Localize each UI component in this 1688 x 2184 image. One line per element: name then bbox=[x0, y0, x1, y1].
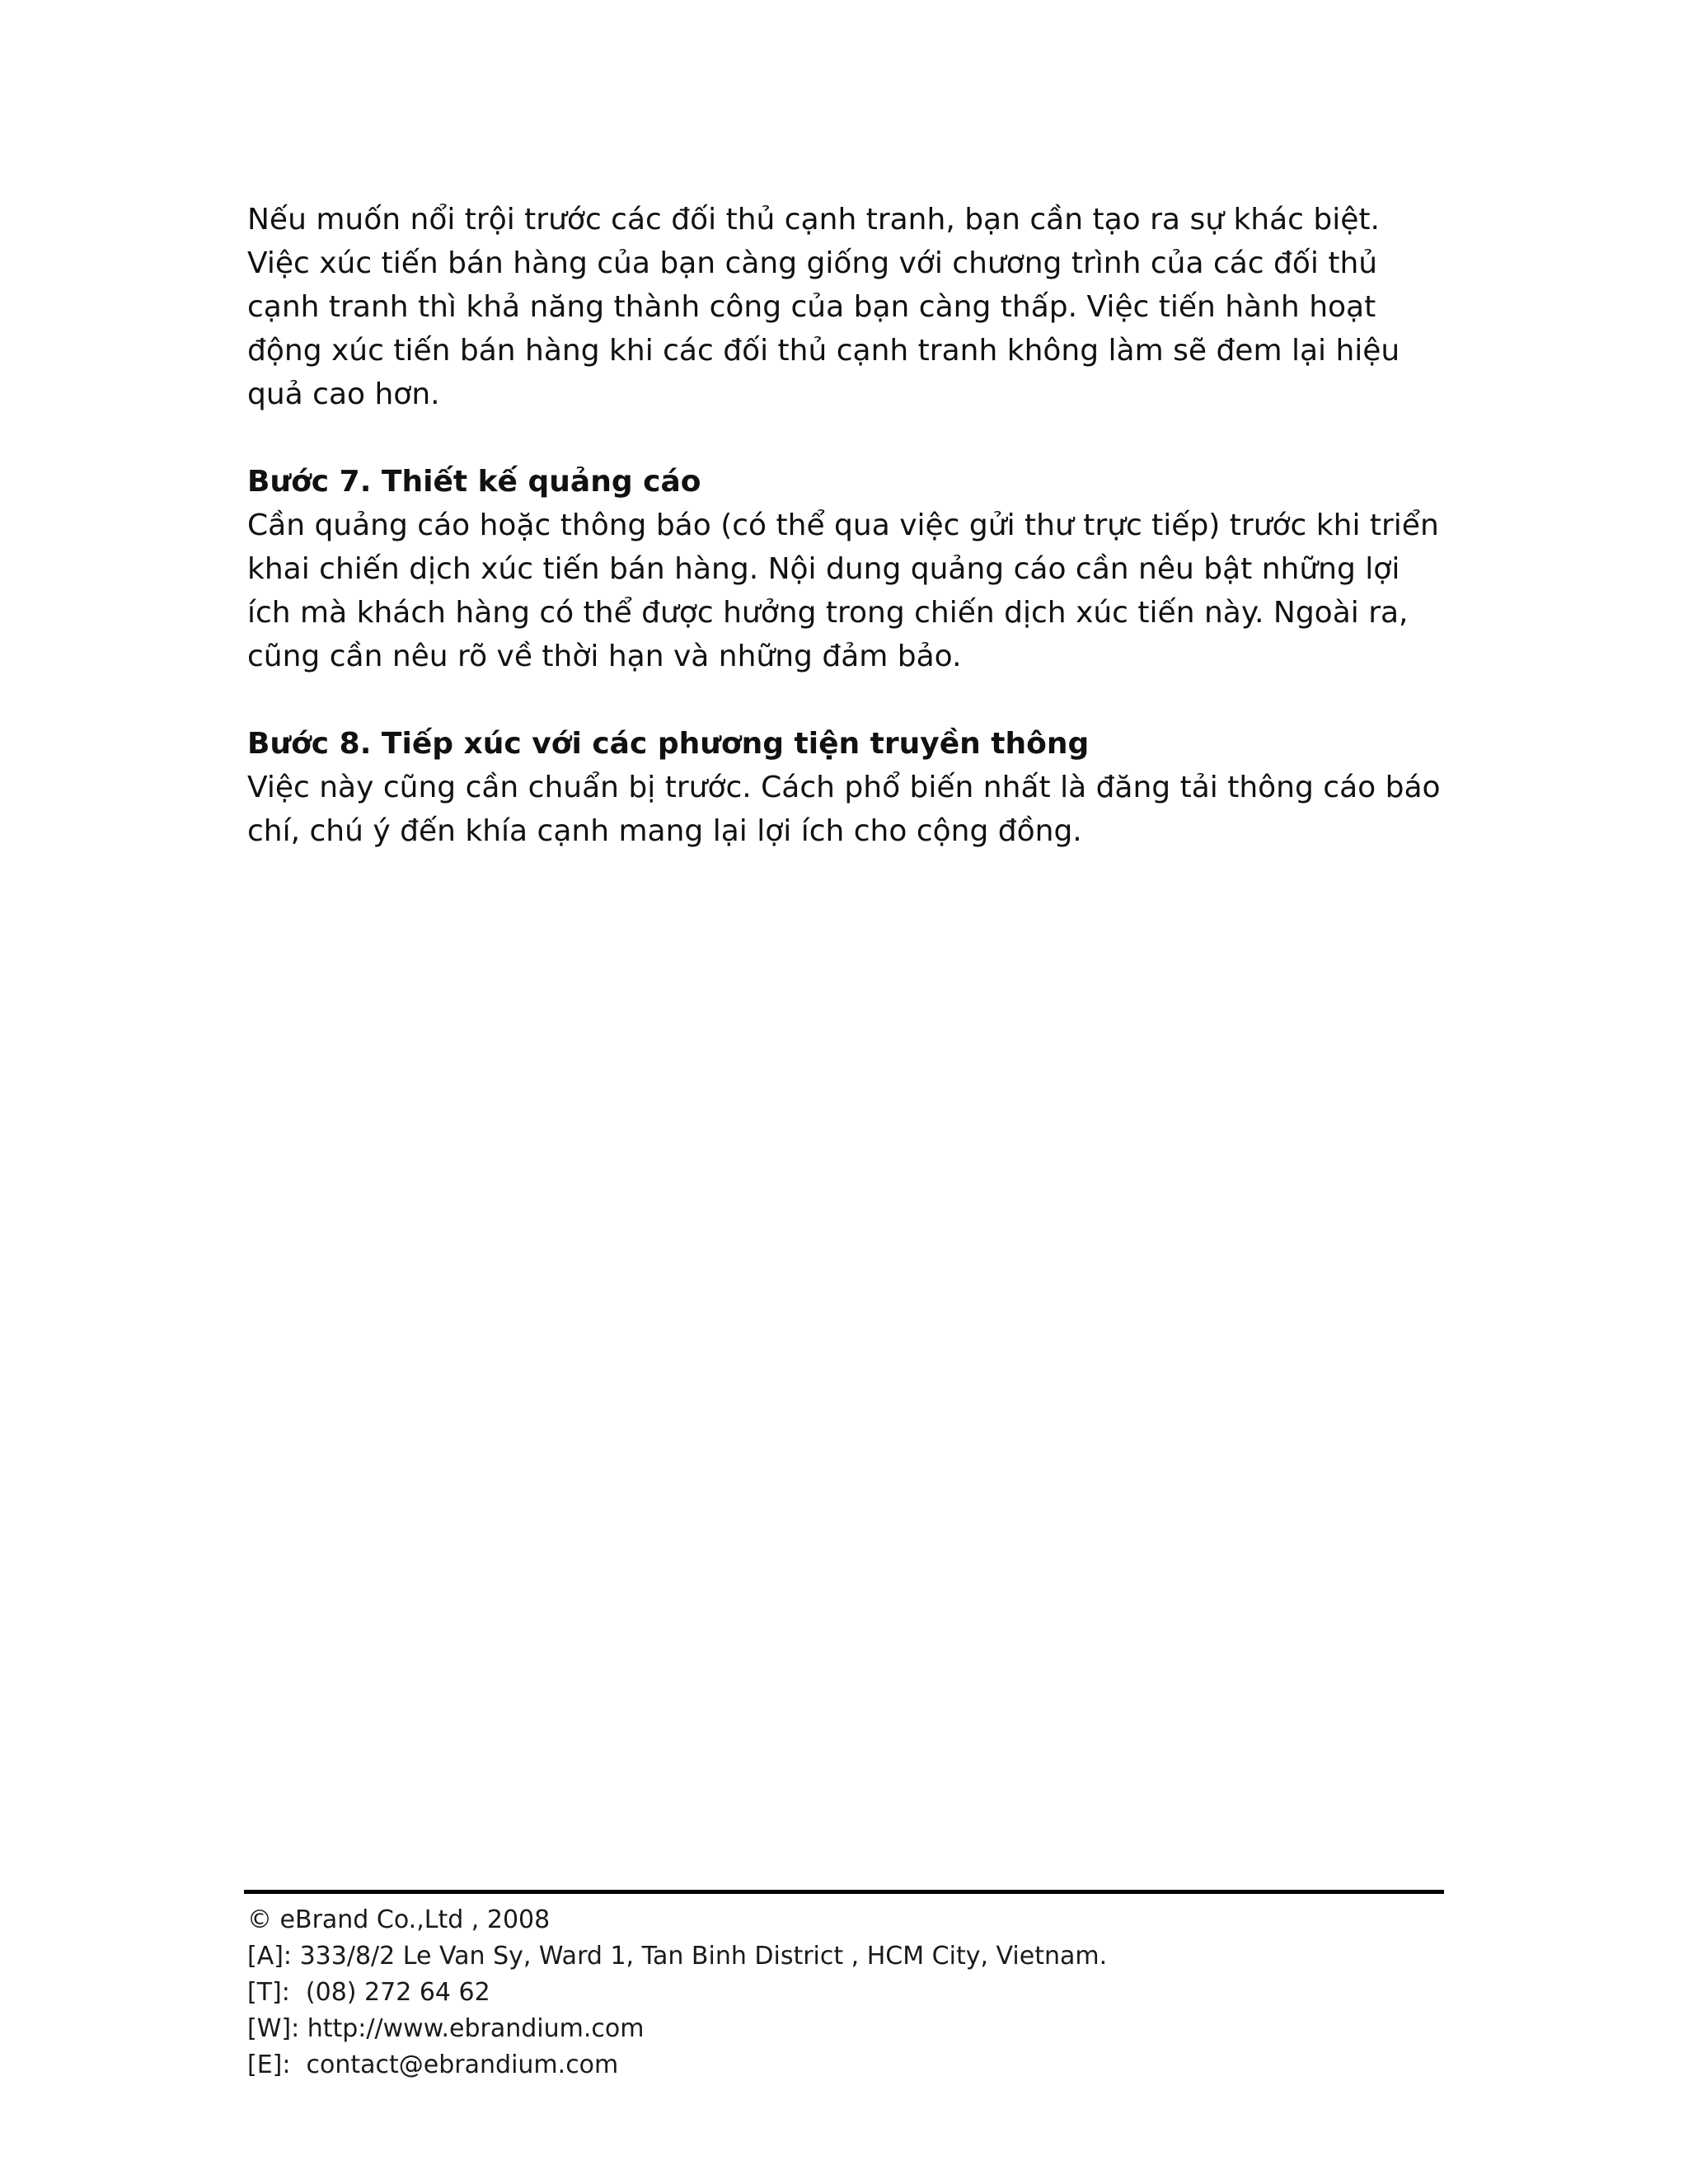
step-8-paragraph: Việc này cũng cần chuẩn bị trước. Cách phổ biến nhất là đăng tải thông cáo báo chí, chú ý đến khía cạnh mang lại lợi ích cho cộng đồng. bbox=[247, 771, 1441, 848]
page-footer bbox=[244, 1890, 1444, 2083]
footer-address: [A]: 333/8/2 Le Van Sy, Ward 1, Tan Binh District , HCM City, Vietnam. bbox=[247, 1942, 1108, 1971]
footer-email: [E]: contact@ebrandium.com bbox=[247, 2050, 619, 2079]
step-7-heading: Bước 7. Thiết kế quảng cáo bbox=[247, 465, 701, 499]
main-content bbox=[247, 198, 1442, 853]
step-8-heading: Bước 8. Tiếp xúc với các phương tiện truyền thông bbox=[247, 727, 1090, 761]
step-7-paragraph: Cần quảng cáo hoặc thông báo (có thể qua việc gửi thư trực tiếp) trước khi triển khai chiến dịch xúc tiến bán hàng. Nội dung quảng cáo cần nêu bật những lợi ích mà khách hàng có thể được hưởng trong chiến dịch xúc tiến này. Ngoài ra, cũng cần nêu rõ về thời hạn và những đảm bảo. bbox=[247, 509, 1439, 673]
footer-copyright: © eBrand Co.,Ltd , 2008 bbox=[247, 1905, 551, 1934]
footer-website: [W]: http://www.ebrandium.com bbox=[247, 2014, 645, 2043]
footer-phone: [T]: (08) 272 64 62 bbox=[247, 1978, 490, 2007]
footer-divider bbox=[244, 1890, 1444, 1894]
spacer bbox=[247, 678, 1442, 722]
footer-contact-block bbox=[244, 1902, 1444, 2083]
spacer bbox=[247, 416, 1442, 460]
intro-paragraph: Nếu muốn nổi trội trước các đối thủ cạnh tranh, bạn cần tạo ra sự khác biệt. Việc xúc tiến bán hàng của bạn càng giống với chương trình của các đối thủ cạnh tranh thì khả năng thành công của bạn càng thấp. Việc tiến hành hoạt động xúc tiến bán hàng khi các đối thủ cạnh tranh không làm sẽ đem lại hiệu quả cao hơn. bbox=[247, 203, 1400, 411]
